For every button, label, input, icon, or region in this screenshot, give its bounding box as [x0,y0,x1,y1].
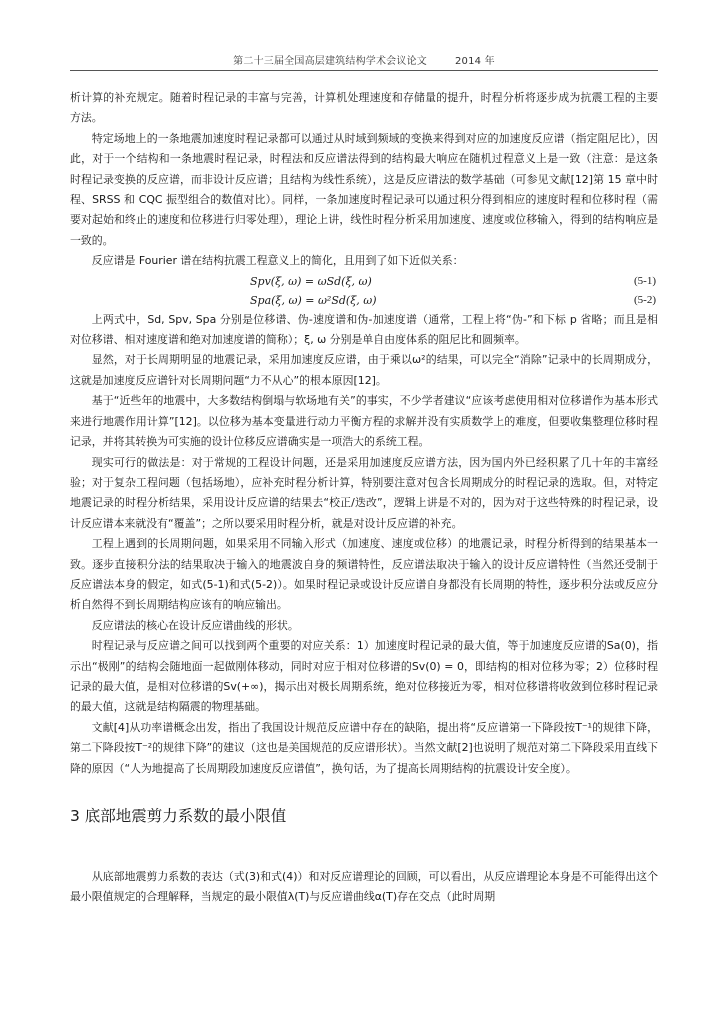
running-header [70,52,658,67]
equation-5-1 [70,272,658,291]
paragraph: 时程记录与反应谱之间可以找到两个重要的对应关系：1）加速度时程记录的最大值，等于加速度反应谱的Sa(0)，指示出“极刚”的结构会随地面一起做刚体移动，同时对应于相对位移谱的Sv(0) = 0，即结构的相对位移为零；2）位移时程记录的最大值，是相对位移谱的Sv(+∞)，揭示出对极长周期系统，绝对位移接近为零，相对位移谱将收敛到位移时程记录的最大值，这就是结构隔震的物理基础。 [70,639,658,714]
header-year: 2014 年 [454,56,495,67]
paragraph: 特定场地上的一条地震加速度时程记录都可以通过从时域到频域的变换来得到对应的加速度反应谱（指定阻尼比），因此，对于一个结构和一条地震时程记录，时程法和反应谱法得到的结构最大响应在随机过程意义上是一致（注意：是这条时程记录变换的反应谱，而非设计反应谱；且结构为线性系统），这是反应谱法的数学基础（可参见文献[12]第 15 章中时程、SRSS 和 CQC 振型组合的数值对比）。同样，一条加速度时程记录可以通过积分得到相应的速度时程和位移时程（需要对起始和终止的速度和位移进行归零处理），理论上讲，线性时程分析采用加速度、速度或位移输入，得到的结构响应是一致的。 [70,131,658,247]
paragraph: 反应谱是 Fourier 谱在结构抗震工程意义上的简化，且用到了如下近似关系： [91,254,464,268]
paragraph: 显然，对于长周期明显的地震记录，采用加速度反应谱，由于乘以ω²的结果，可以完全“消除”记录中的长周期成分，这就是加速度反应谱针对长周期问题“力不从心”的根本原因[12]。 [70,353,658,387]
header-rule [70,70,658,71]
equation-expression: Spa(ξ, ω) = ω²Sd(ξ, ω) [250,293,377,307]
section-heading: 3 底部地震剪力系数的最小限值 [70,807,287,825]
header-title: 第二十三届全国高层建筑结构学术会议论文 [233,56,427,67]
equation-expression: Spv(ξ, ω) = ωSd(ξ, ω) [250,274,372,288]
paragraph: 基于“近些年的地震中，大多数结构倒塌与软场地有关”的事实，不少学者建议“应该考虑使用相对位移谱作为基本形式来进行地震作用计算”[12]。以位移为基本变量进行动力平衡方程的求解并没有实质数学上的难度，但要收集整理位移时程记录，并将其转换为可实施的设计位移反应谱确实是一项浩大的系统工程。 [70,394,658,449]
paragraph: 文献[4]从功率谱概念出发，指出了我国设计规范反应谱中存在的缺陷，提出将“反应谱第一下降段按T⁻¹的规律下降，第二下降段按T⁻²的规律下降”的建议（这也是美国规范的反应谱形状）。当然文献[2]也说明了规范对第二下降段采用直线下降的原因（“人为地提高了长周期段加速度反应谱值”，换句话，为了提高长周期结构的抗震设计安全度）。 [70,720,658,775]
paragraph: 反应谱法的核心在设计反应谱曲线的形状。 [91,618,299,632]
paragraph: 现实可行的做法是：对于常规的工程设计问题，还是采用加速度反应谱方法，因为国内外已经积累了几十年的丰富经验；对于复杂工程问题（包括场地），应补充时程分析计算，特别要注意对包含长周期成分的时程记录的选取。但，对特定地震记录的时程分析结果，采用设计反应谱的结果去“校正/迭改”，逻辑上讲是不对的，因为对于这些特殊的时程记录，设计反应谱本来就没有“覆盖”；之所以要采用时程分析，就是对设计反应谱的补充。 [70,455,658,530]
body-text [70,88,658,908]
equation-5-2 [70,291,658,310]
equation-number: (5-2) [634,293,656,306]
paragraph: 析计算的补充规定。随着时程记录的丰富与完善，计算机处理速度和存储量的提升，时程分析将逐步成为抗震工程的主要方法。 [70,91,658,125]
paragraph: 上两式中，Sd, Spv, Spa 分别是位移谱、伪-速度谱和伪-加速度谱（通常，工程上将“伪-”和下标 p 省略；而且是相对位移谱、相对速度谱和绝对加速度谱的简称）；ξ, ω 分别是单自由度体系的阻尼比和圆频率。 [70,312,658,347]
paragraph: 工程上遇到的长周期问题，如果采用不同输入形式（加速度、速度或位移）的地震记录，时程分析得到的结果基本一致。逐步直接积分法的结果取决于输入的地震波自身的频谱特性，反应谱法取决于输入的设计反应谱特性（当然还受制于反应谱法本身的假定，如式(5-1)和式(5-2)）。如果时程记录或设计反应谱自身都没有长周期的特性，逐步积分法或反应分析自然得不到长周期结构应该有的响应输出。 [70,537,658,612]
paragraph: 从底部地震剪力系数的表达（式(3)和式(4)）和对反应谱理论的回顾，可以看出，从反应谱理论本身是不可能得出这个最小限值规定的合理解释，当规定的最小限值λ(T)与反应谱曲线α(T)存在交点（此时周期 [70,870,658,904]
equation-number: (5-1) [634,274,656,287]
